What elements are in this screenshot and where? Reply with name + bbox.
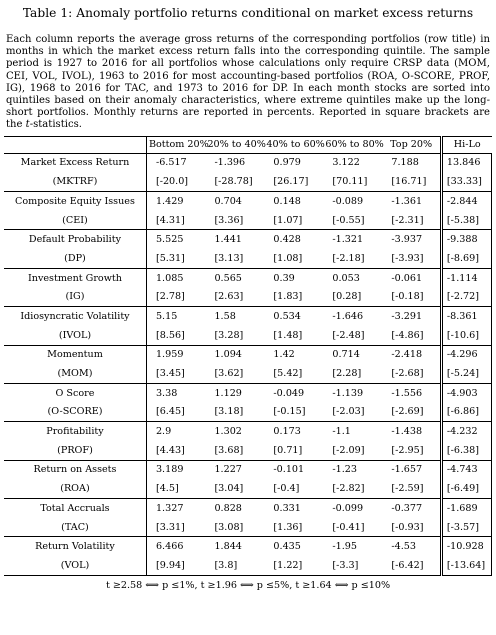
table-cell-return: 0.435 — [264, 537, 323, 556]
table-cell-tstat: [-6.38] — [441, 441, 491, 460]
row-title: Composite Equity Issues — [4, 192, 146, 211]
table-cell-return: 1.844 — [205, 537, 264, 556]
table-cell-return: -0.049 — [264, 383, 323, 402]
table-cell-tstat: [3.31] — [146, 518, 205, 537]
table-cell-return: 3.189 — [146, 460, 205, 479]
table-cell-return: 0.565 — [205, 268, 264, 287]
table-description — [6, 34, 490, 132]
table-cell-return: -3.937 — [382, 230, 441, 249]
table-cell-tstat: [33.33] — [441, 172, 491, 191]
table-cell-tstat: [3.68] — [205, 441, 264, 460]
table-cell-tstat: [-2.18] — [323, 249, 382, 268]
table-cell-return: 0.714 — [323, 345, 382, 364]
table-cell-tstat: [5.42] — [264, 364, 323, 383]
row-abbreviation: (IVOL) — [4, 326, 146, 345]
table-cell-tstat: [3.08] — [205, 518, 264, 537]
table-cell-tstat: [3.18] — [205, 403, 264, 422]
table-cell-return: 1.327 — [146, 499, 205, 518]
table-cell-return: 1.959 — [146, 345, 205, 364]
table-cell-tstat: [9.94] — [146, 556, 205, 575]
table-cell-tstat: [-5.38] — [441, 211, 491, 230]
table-cell-return: -1.646 — [323, 307, 382, 326]
row-abbreviation: (DP) — [4, 249, 146, 268]
table-cell-tstat: [-8.69] — [441, 249, 491, 268]
description-text: Each column reports the average gross returns of the corresponding portfolios (row title) in months in which the market excess return falls into the corresponding quintile. The sample period is 1927 to 2016 for all portfolios whose calculations only require CRSP data (MOM, CEI, VOL, IVOL), 1963 to 2016 for most accounting-based portfolios (ROA, O-SCORE, PROF, IG), 1968 to 2016 for TAC, and 1973 to 2016 for DP. In each month stocks are sorted into quintiles based on their anomaly characteristics, where extreme quintiles make up the long-short portfolios. Monthly returns are reported in percents. Reported in square brackets are the — [6, 34, 490, 131]
table-cell-tstat: [-10.6] — [441, 326, 491, 345]
table-cell-tstat: [-2.59] — [382, 479, 441, 498]
row-abbreviation: (CEI) — [4, 211, 146, 230]
table-cell-return: -4.232 — [441, 422, 491, 441]
table-cell-return: -4.743 — [441, 460, 491, 479]
table-cell-return: 0.148 — [264, 192, 323, 211]
table-cell-tstat: [1.07] — [264, 211, 323, 230]
description-t-symbol: t — [25, 119, 30, 131]
table-row-values — [4, 499, 492, 518]
table-cell-return: 3.38 — [146, 383, 205, 402]
table-cell-return: -4.903 — [441, 383, 491, 402]
table-row-values — [4, 192, 492, 211]
table-cell-return: 0.979 — [264, 153, 323, 172]
table-row-values — [4, 460, 492, 479]
table-cell-return: 0.534 — [264, 307, 323, 326]
table-cell-tstat: [4.5] — [146, 479, 205, 498]
table-cell-return: -0.377 — [382, 499, 441, 518]
row-abbreviation: (IG) — [4, 287, 146, 306]
column-header: Hi-Lo — [441, 136, 491, 153]
table-cell-return: 1.085 — [146, 268, 205, 287]
table-caption: Table 1: Anomaly portfolio returns conditional on market excess returns — [22, 6, 474, 20]
table-row-values — [4, 537, 492, 556]
table-cell-tstat: [-3.3] — [323, 556, 382, 575]
row-abbreviation: (MOM) — [4, 364, 146, 383]
table-cell-return: 5.525 — [146, 230, 205, 249]
significance-footnote: t ≥2.58 ⟺ p ≤1%, t ≥1.96 ⟺ p ≤5%, t ≥1.64 ⟺ p ≤10% — [105, 579, 391, 591]
table-cell-return: 0.428 — [264, 230, 323, 249]
row-title: Idiosyncratic Volatility — [4, 307, 146, 326]
table-cell-tstat: [1.83] — [264, 287, 323, 306]
table-row-tstats — [4, 441, 492, 460]
row-abbreviation: (O-SCORE) — [4, 403, 146, 422]
table-cell-return: 0.704 — [205, 192, 264, 211]
table-cell-return: -0.089 — [323, 192, 382, 211]
table-row-tstats — [4, 287, 492, 306]
row-abbreviation: (MKTRF) — [4, 172, 146, 191]
table-body — [4, 153, 492, 575]
table-cell-return: 1.302 — [205, 422, 264, 441]
table-cell-tstat: [-4.86] — [382, 326, 441, 345]
table-cell-return: -4.53 — [382, 537, 441, 556]
row-title: Market Excess Return — [4, 153, 146, 172]
table-cell-return: -1.139 — [323, 383, 382, 402]
table-cell-tstat: [-0.18] — [382, 287, 441, 306]
column-header: Top 20% — [382, 136, 441, 153]
table-cell-tstat: [4.31] — [146, 211, 205, 230]
table-cell-tstat: [0.71] — [264, 441, 323, 460]
table-cell-return: -4.296 — [441, 345, 491, 364]
table-cell-tstat: [6.45] — [146, 403, 205, 422]
row-title: Investment Growth — [4, 268, 146, 287]
table-cell-return: -1.114 — [441, 268, 491, 287]
table-cell-tstat: [-2.95] — [382, 441, 441, 460]
table-cell-tstat: [-2.09] — [323, 441, 382, 460]
table-cell-tstat: [5.31] — [146, 249, 205, 268]
table-cell-return: 0.828 — [205, 499, 264, 518]
table-cell-tstat: [4.43] — [146, 441, 205, 460]
table-row-values — [4, 307, 492, 326]
table-cell-return: -1.1 — [323, 422, 382, 441]
table-row-tstats — [4, 211, 492, 230]
table-cell-return: -0.099 — [323, 499, 382, 518]
table-cell-tstat: [-0.93] — [382, 518, 441, 537]
table-cell-return: -0.061 — [382, 268, 441, 287]
row-title: O Score — [4, 383, 146, 402]
row-title: Default Probability — [4, 230, 146, 249]
table-cell-return: 1.441 — [205, 230, 264, 249]
row-title: Return Volatility — [4, 537, 146, 556]
table-cell-tstat: [-2.72] — [441, 287, 491, 306]
table-cell-tstat: [3.45] — [146, 364, 205, 383]
table-cell-tstat: [-2.03] — [323, 403, 382, 422]
table-cell-tstat: [-13.64] — [441, 556, 491, 575]
table-cell-return: 3.122 — [323, 153, 382, 172]
row-title: Momentum — [4, 345, 146, 364]
table-cell-tstat: [0.28] — [323, 287, 382, 306]
anomaly-returns-table — [4, 136, 492, 576]
table-row-tstats — [4, 172, 492, 191]
table-cell-tstat: [-6.49] — [441, 479, 491, 498]
table-row-tstats — [4, 364, 492, 383]
table-cell-tstat: [-20.0] — [146, 172, 205, 191]
table-cell-return: 1.227 — [205, 460, 264, 479]
table-cell-return: 1.094 — [205, 345, 264, 364]
table-cell-return: 0.173 — [264, 422, 323, 441]
table-cell-tstat: [-0.55] — [323, 211, 382, 230]
table-cell-return: 1.42 — [264, 345, 323, 364]
table-cell-tstat: [26.17] — [264, 172, 323, 191]
table-cell-return: 13.846 — [441, 153, 491, 172]
table-cell-return: -1.657 — [382, 460, 441, 479]
table-row-tstats — [4, 326, 492, 345]
table-cell-return: -8.361 — [441, 307, 491, 326]
table-cell-return: -2.844 — [441, 192, 491, 211]
table-cell-return: -6.517 — [146, 153, 205, 172]
table-cell-tstat: [2.63] — [205, 287, 264, 306]
table-cell-tstat: [-2.31] — [382, 211, 441, 230]
table-cell-tstat: [3.8] — [205, 556, 264, 575]
table-cell-tstat: [16.71] — [382, 172, 441, 191]
row-abbreviation: (ROA) — [4, 479, 146, 498]
table-row-values — [4, 345, 492, 364]
table-cell-return: 2.9 — [146, 422, 205, 441]
table-cell-return: -3.291 — [382, 307, 441, 326]
description-text-end: -statistics. — [29, 119, 82, 131]
table-cell-return: -1.361 — [382, 192, 441, 211]
table-cell-tstat: [-3.57] — [441, 518, 491, 537]
column-header: 20% to 40% — [205, 136, 264, 153]
table-cell-tstat: [-0.15] — [264, 403, 323, 422]
row-title: Total Accruals — [4, 499, 146, 518]
table-cell-tstat: [-28.78] — [205, 172, 264, 191]
table-cell-return: -10.928 — [441, 537, 491, 556]
table-cell-tstat: [3.62] — [205, 364, 264, 383]
table-cell-return: -2.418 — [382, 345, 441, 364]
row-abbreviation: (TAC) — [4, 518, 146, 537]
column-header: 40% to 60% — [264, 136, 323, 153]
row-title: Return on Assets — [4, 460, 146, 479]
table-cell-tstat: [3.36] — [205, 211, 264, 230]
column-header: Bottom 20% — [146, 136, 205, 153]
table-cell-return: 0.39 — [264, 268, 323, 287]
table-cell-tstat: [3.04] — [205, 479, 264, 498]
table-row-tstats — [4, 518, 492, 537]
table-row-values — [4, 422, 492, 441]
table-row-values — [4, 268, 492, 287]
table-cell-tstat: [-2.68] — [382, 364, 441, 383]
table-cell-tstat: [-5.24] — [441, 364, 491, 383]
header-corner — [4, 136, 146, 153]
table-cell-tstat: [8.56] — [146, 326, 205, 345]
table-header-row — [4, 136, 492, 153]
table-row-tstats — [4, 249, 492, 268]
table-cell-tstat: [-0.41] — [323, 518, 382, 537]
table-row-values — [4, 230, 492, 249]
table-row-values — [4, 153, 492, 172]
table-cell-tstat: [-6.86] — [441, 403, 491, 422]
table-cell-return: -9.388 — [441, 230, 491, 249]
table-row-tstats — [4, 403, 492, 422]
table-row-tstats — [4, 479, 492, 498]
table-cell-return: 5.15 — [146, 307, 205, 326]
table-cell-tstat: [2.28] — [323, 364, 382, 383]
table-cell-return: -0.101 — [264, 460, 323, 479]
table-cell-return: 0.053 — [323, 268, 382, 287]
row-abbreviation: (PROF) — [4, 441, 146, 460]
table-row-values — [4, 383, 492, 402]
table-cell-tstat: [3.13] — [205, 249, 264, 268]
table-cell-tstat: [-2.48] — [323, 326, 382, 345]
table-cell-return: 1.429 — [146, 192, 205, 211]
column-header: 60% to 80% — [323, 136, 382, 153]
table-cell-return: 7.188 — [382, 153, 441, 172]
table-cell-return: -1.556 — [382, 383, 441, 402]
table-cell-return: 0.331 — [264, 499, 323, 518]
table-cell-tstat: [-2.82] — [323, 479, 382, 498]
table-cell-return: -1.438 — [382, 422, 441, 441]
table-cell-tstat: [-2.69] — [382, 403, 441, 422]
row-title: Profitability — [4, 422, 146, 441]
table-cell-tstat: [1.48] — [264, 326, 323, 345]
table-cell-return: 1.58 — [205, 307, 264, 326]
row-abbreviation: (VOL) — [4, 556, 146, 575]
table-cell-tstat: [1.36] — [264, 518, 323, 537]
table-cell-return: -1.321 — [323, 230, 382, 249]
table-cell-tstat: [-0.4] — [264, 479, 323, 498]
table-cell-tstat: [-6.42] — [382, 556, 441, 575]
table-cell-tstat: [-3.93] — [382, 249, 441, 268]
table-cell-return: 1.129 — [205, 383, 264, 402]
table-cell-tstat: [1.08] — [264, 249, 323, 268]
table-cell-return: -1.689 — [441, 499, 491, 518]
table-cell-tstat: [3.28] — [205, 326, 264, 345]
table-cell-tstat: [1.22] — [264, 556, 323, 575]
table-cell-return: 6.466 — [146, 537, 205, 556]
table-cell-return: -1.396 — [205, 153, 264, 172]
table-cell-tstat: [2.78] — [146, 287, 205, 306]
table-cell-tstat: [70.11] — [323, 172, 382, 191]
table-cell-return: -1.95 — [323, 537, 382, 556]
table-cell-return: -1.23 — [323, 460, 382, 479]
table-row-tstats — [4, 556, 492, 575]
